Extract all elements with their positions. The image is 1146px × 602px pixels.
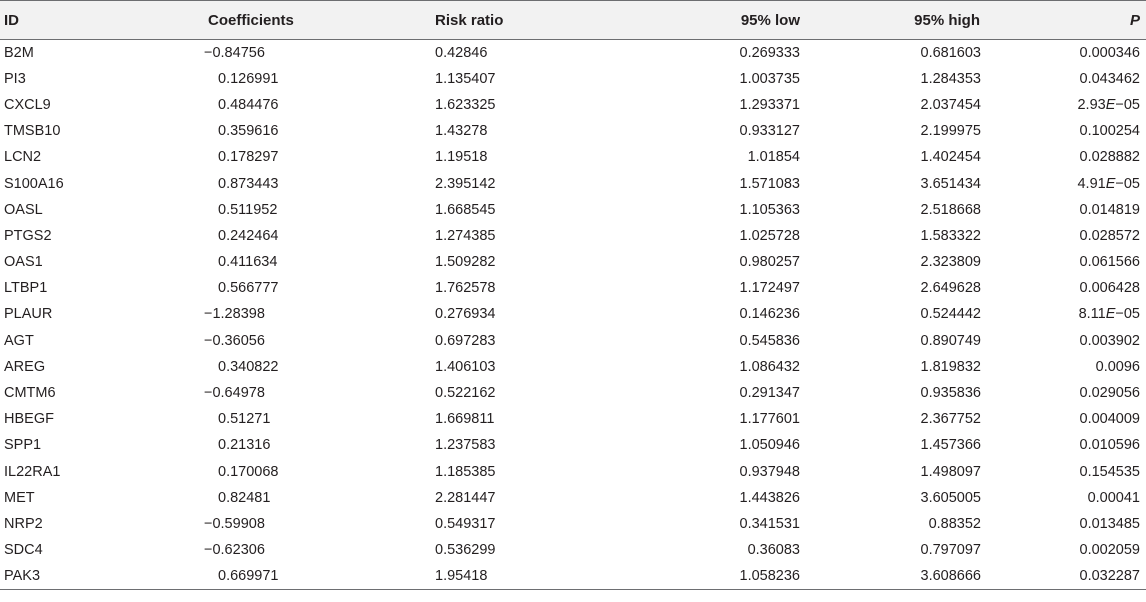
cell-95-low-text: 1.172497 (739, 280, 800, 297)
cell-coefficient-text: 0.566777 (218, 280, 279, 297)
cell-p-value (1040, 563, 1146, 589)
table-row (0, 40, 1146, 66)
cell-95-high-text: 2.518668 (920, 201, 981, 218)
cell-95-high-text: 2.323809 (920, 254, 981, 271)
cell-95-low (640, 406, 840, 432)
cell-risk-ratio (420, 144, 640, 170)
cell-coefficient (200, 40, 420, 66)
cell-risk-ratio-text: 0.536299 (435, 542, 496, 559)
cell-95-high-text: 1.284353 (920, 70, 981, 87)
column-header-id: ID (4, 11, 19, 29)
cell-95-high-text: 0.88352 (928, 515, 981, 532)
cell-95-low (640, 432, 840, 458)
table-row (0, 197, 1146, 223)
cell-risk-ratio (420, 301, 640, 327)
cell-95-low-text: 0.269333 (739, 44, 800, 61)
cell-95-high (840, 249, 1040, 275)
cell-risk-ratio (420, 170, 640, 196)
cell-95-high (840, 197, 1040, 223)
cell-risk-ratio-text: 0.522162 (435, 385, 496, 402)
cell-coefficient (200, 66, 420, 92)
table-row (0, 144, 1146, 170)
cell-95-high (840, 66, 1040, 92)
cell-p-value (1040, 197, 1146, 223)
cell-id-text: LCN2 (4, 149, 42, 166)
table-row (0, 354, 1146, 380)
cell-95-high-text: 2.367752 (920, 411, 981, 428)
cell-coefficient (200, 301, 420, 327)
cell-p-value-text: 4.91 (1077, 175, 1106, 192)
cell-id-text: LTBP1 (4, 280, 48, 297)
cell-p-value-text: 0.00041 (1087, 489, 1140, 506)
cell-risk-ratio (420, 275, 640, 301)
cell-coefficient (200, 537, 420, 563)
cell-id-text: OASL (4, 201, 43, 218)
cell-coefficient-text: 0.126991 (218, 70, 279, 87)
cell-id (0, 354, 200, 380)
cell-risk-ratio-text: 2.395142 (435, 175, 496, 192)
cell-95-low (640, 249, 840, 275)
table-row (0, 223, 1146, 249)
cell-risk-ratio (420, 563, 640, 589)
cell-p-value-text: 0.006428 (1079, 280, 1140, 297)
cell-95-high (840, 459, 1040, 485)
cell-95-low (640, 459, 840, 485)
cell-95-low-text: 1.025728 (739, 227, 800, 244)
cell-id (0, 459, 200, 485)
cell-95-low (640, 563, 840, 589)
cell-p-value-text: 0.000346 (1079, 44, 1140, 61)
cell-coefficient (200, 197, 420, 223)
column-header-95-high: 95% high (914, 11, 980, 29)
cell-risk-ratio-text: 1.237583 (435, 437, 496, 454)
cell-95-high (840, 537, 1040, 563)
cell-95-high (840, 485, 1040, 511)
cell-95-high (840, 380, 1040, 406)
cell-95-low-text: 1.003735 (739, 70, 800, 87)
cell-p-value (1040, 406, 1146, 432)
column-header-risk-ratio: Risk ratio (435, 11, 504, 29)
cell-risk-ratio-text: 0.549317 (435, 515, 496, 532)
table-row (0, 537, 1146, 563)
table-row (0, 66, 1146, 92)
cell-coefficient-text: 0.484476 (218, 96, 279, 113)
table-row (0, 170, 1146, 196)
cell-risk-ratio-text: 1.274385 (435, 227, 496, 244)
cell-coefficient-text: 0.21316 (218, 437, 271, 454)
cell-p-exponent-marker: E (1105, 96, 1116, 113)
cell-p-value-text: 0.100254 (1079, 123, 1140, 140)
cell-95-high-text: 2.649628 (920, 280, 981, 297)
cell-p-value-text: 0.028572 (1079, 227, 1140, 244)
header-row (0, 1, 1146, 40)
cell-coefficient (200, 328, 420, 354)
cell-id-text: PTGS2 (4, 227, 52, 244)
cell-95-high (840, 92, 1040, 118)
cell-risk-ratio-text: 1.95418 (435, 568, 488, 585)
cell-risk-ratio-text: 2.281447 (435, 489, 496, 506)
cell-coefficient (200, 563, 420, 589)
cell-id (0, 249, 200, 275)
cell-risk-ratio-text: 1.762578 (435, 280, 496, 297)
cell-coefficient-text: 0.51271 (218, 411, 271, 428)
cell-95-low (640, 354, 840, 380)
cell-coefficient-text: 0.359616 (218, 123, 279, 140)
cell-95-high-text: 0.681603 (920, 44, 981, 61)
table-row (0, 511, 1146, 537)
cell-95-high (840, 328, 1040, 354)
cell-id (0, 301, 200, 327)
table-row (0, 92, 1146, 118)
cell-risk-ratio-text: 0.42846 (435, 44, 488, 61)
cell-95-high (840, 432, 1040, 458)
table-row (0, 249, 1146, 275)
cell-id-text: AGT (4, 332, 34, 349)
cell-risk-ratio (420, 485, 640, 511)
cell-id (0, 197, 200, 223)
cell-coefficient-text: 0.170068 (218, 463, 279, 480)
cell-id (0, 170, 200, 196)
cell-id (0, 432, 200, 458)
cell-p-value-text: 0.014819 (1079, 201, 1140, 218)
cell-95-low-text: 0.291347 (739, 385, 800, 402)
cell-risk-ratio-text: 1.669811 (435, 411, 495, 428)
cell-95-high (840, 40, 1040, 66)
cell-95-low-text: 1.050946 (739, 437, 800, 454)
cell-95-high-text: 3.651434 (920, 175, 981, 192)
column-header-coefficients: Coefficients (208, 11, 294, 29)
cell-p-value (1040, 328, 1146, 354)
cell-95-low-text: 1.058236 (739, 568, 800, 585)
cell-id (0, 275, 200, 301)
cell-95-high (840, 275, 1040, 301)
cell-95-low-text: 0.937948 (739, 463, 800, 480)
cell-coefficient (200, 249, 420, 275)
cell-id-text: NRP2 (4, 515, 43, 532)
cell-p-value-text: 0.003902 (1079, 332, 1140, 349)
cell-95-high (840, 170, 1040, 196)
cell-95-high (840, 118, 1040, 144)
cell-risk-ratio (420, 406, 640, 432)
cell-p-value-text: 0.032287 (1079, 568, 1140, 585)
cell-95-high-text: 2.199975 (920, 123, 981, 140)
cell-95-low (640, 223, 840, 249)
cell-p-value (1040, 380, 1146, 406)
cell-p-value-text: 2.93 (1077, 96, 1106, 113)
table-row (0, 328, 1146, 354)
cell-coefficient-text: 0.669971 (218, 568, 279, 585)
table-row (0, 485, 1146, 511)
cell-coefficient (200, 144, 420, 170)
cell-id-text: IL22RA1 (4, 463, 61, 480)
cell-coefficient-text: −0.62306 (204, 542, 265, 559)
cell-risk-ratio (420, 328, 640, 354)
table-body (0, 40, 1146, 590)
cell-id (0, 537, 200, 563)
cell-p-exponent-marker: E (1105, 175, 1116, 192)
cell-risk-ratio (420, 66, 640, 92)
cell-p-value (1040, 118, 1146, 144)
cell-id (0, 406, 200, 432)
cell-risk-ratio-text: 0.276934 (435, 306, 496, 323)
cell-95-low (640, 380, 840, 406)
cell-95-low-text: 1.293371 (739, 96, 800, 113)
cell-p-value (1040, 432, 1146, 458)
cell-p-value (1040, 537, 1146, 563)
cell-95-low-text: 0.933127 (739, 123, 800, 140)
table-row (0, 406, 1146, 432)
cell-id (0, 118, 200, 144)
cell-id (0, 380, 200, 406)
cell-risk-ratio-text: 1.19518 (435, 149, 488, 166)
cell-risk-ratio-text: 1.509282 (435, 254, 496, 271)
cell-p-value-text: 0.061566 (1079, 254, 1140, 271)
cell-95-high (840, 511, 1040, 537)
cell-95-high (840, 223, 1040, 249)
cell-95-high-text: 3.605005 (920, 489, 981, 506)
table-row (0, 380, 1146, 406)
cell-95-low (640, 275, 840, 301)
cell-95-low-text: 1.01854 (747, 149, 800, 166)
cell-p-value (1040, 66, 1146, 92)
cell-95-high (840, 563, 1040, 589)
cell-95-high (840, 144, 1040, 170)
cell-id-text: AREG (4, 358, 46, 375)
cell-95-high-text: 0.797097 (920, 542, 981, 559)
cell-95-low (640, 197, 840, 223)
cell-95-high-text: 1.819832 (920, 358, 981, 375)
cell-id (0, 563, 200, 589)
table-row (0, 118, 1146, 144)
cell-coefficient (200, 170, 420, 196)
cell-95-low-text: 1.086432 (739, 358, 800, 375)
cell-p-value (1040, 275, 1146, 301)
cell-coefficient (200, 354, 420, 380)
cell-risk-ratio (420, 249, 640, 275)
cell-p-value-text: 8.11 (1078, 306, 1106, 323)
cell-risk-ratio (420, 223, 640, 249)
cell-95-high-text: 3.608666 (920, 568, 981, 585)
cell-coefficient (200, 511, 420, 537)
cell-95-low-text: 1.571083 (739, 175, 800, 192)
cell-coefficient-text: 0.411634 (218, 254, 278, 271)
cell-coefficient-text: 0.340822 (218, 358, 279, 375)
cell-id-text: PLAUR (4, 306, 53, 323)
cell-95-low (640, 92, 840, 118)
cell-risk-ratio (420, 118, 640, 144)
cell-p-value-text: 0.029056 (1079, 385, 1140, 402)
cell-risk-ratio (420, 380, 640, 406)
cell-coefficient-text: 0.242464 (218, 227, 279, 244)
cell-id-text: HBEGF (4, 411, 54, 428)
cell-95-low (640, 66, 840, 92)
cell-id (0, 511, 200, 537)
cell-id-text: MET (4, 489, 35, 506)
cell-p-value-text: 0.010596 (1079, 437, 1140, 454)
cell-risk-ratio-text: 1.185385 (435, 463, 496, 480)
cell-id-text: SDC4 (4, 542, 43, 559)
cell-risk-ratio (420, 537, 640, 563)
cell-95-high-text: 0.524442 (920, 306, 981, 323)
cell-95-low-text: 0.545836 (739, 332, 800, 349)
cell-95-low (640, 485, 840, 511)
cell-95-low (640, 144, 840, 170)
cell-95-high (840, 354, 1040, 380)
cell-id-text: SPP1 (4, 437, 42, 454)
cell-p-value (1040, 170, 1146, 196)
table-row (0, 459, 1146, 485)
column-header-p: P (1129, 11, 1140, 29)
cell-id-text: S100A16 (4, 175, 64, 192)
cell-p-value (1040, 301, 1146, 327)
cell-id-text: PAK3 (4, 568, 41, 585)
cell-risk-ratio-text: 0.697283 (435, 332, 496, 349)
cell-95-low-text: 0.36083 (747, 542, 800, 559)
cell-p-value (1040, 40, 1146, 66)
cell-95-low-text: 1.443826 (739, 489, 800, 506)
cell-p-exponent: −05 (1115, 175, 1140, 192)
cell-p-value (1040, 485, 1146, 511)
cell-coefficient (200, 432, 420, 458)
table-row (0, 432, 1146, 458)
cell-95-high (840, 406, 1040, 432)
cell-95-high-text: 2.037454 (920, 96, 981, 113)
cell-risk-ratio (420, 40, 640, 66)
cell-95-low (640, 328, 840, 354)
cell-coefficient (200, 92, 420, 118)
cell-95-low (640, 118, 840, 144)
cell-id (0, 40, 200, 66)
cell-95-low (640, 301, 840, 327)
cell-p-value-text: 0.154535 (1079, 463, 1140, 480)
cell-risk-ratio (420, 354, 640, 380)
cell-p-value (1040, 249, 1146, 275)
cell-95-low (640, 170, 840, 196)
cell-p-value (1040, 144, 1146, 170)
table-row (0, 301, 1146, 327)
cell-p-value-text: 0.028882 (1079, 149, 1140, 166)
cell-risk-ratio-text: 1.406103 (435, 358, 496, 375)
cell-95-high (840, 301, 1040, 327)
cell-p-value-text: 0.004009 (1079, 411, 1140, 428)
cell-95-high-text: 1.457366 (920, 437, 981, 454)
cell-95-high-text: 0.935836 (920, 385, 981, 402)
cell-risk-ratio-text: 1.135407 (435, 70, 496, 87)
cell-coefficient (200, 485, 420, 511)
cell-id-text: B2M (4, 44, 34, 61)
cell-95-low (640, 40, 840, 66)
cell-p-value-text: 0.013485 (1079, 515, 1140, 532)
cell-coefficient-text: 0.873443 (218, 175, 279, 192)
cell-coefficient-text: −0.64978 (204, 385, 265, 402)
cell-id-text: TMSB10 (4, 123, 61, 140)
cell-risk-ratio-text: 1.43278 (435, 123, 488, 140)
cell-risk-ratio (420, 92, 640, 118)
cell-95-low (640, 537, 840, 563)
cell-coefficient (200, 406, 420, 432)
cell-p-value (1040, 511, 1146, 537)
cell-95-high-text: 1.583322 (920, 227, 981, 244)
cell-p-exponent: −05 (1115, 306, 1140, 323)
cell-coefficient (200, 459, 420, 485)
cell-id-text: OAS1 (4, 254, 43, 271)
cell-p-value-text: 0.043462 (1079, 70, 1140, 87)
table-row (0, 563, 1146, 589)
cell-risk-ratio (420, 511, 640, 537)
cell-risk-ratio-text: 1.668545 (435, 201, 496, 218)
column-header-95-low: 95% low (740, 11, 800, 29)
cell-coefficient-text: −0.59908 (204, 515, 265, 532)
cell-id-text: PI3 (4, 70, 26, 87)
cell-p-value (1040, 92, 1146, 118)
cell-coefficient-text: 0.178297 (218, 149, 279, 166)
cell-risk-ratio-text: 1.623325 (435, 96, 496, 113)
cell-coefficient (200, 380, 420, 406)
cell-coefficient-text: −1.28398 (204, 306, 265, 323)
cell-p-value (1040, 354, 1146, 380)
cell-p-value (1040, 223, 1146, 249)
cell-id (0, 66, 200, 92)
cell-coefficient (200, 118, 420, 144)
table-row (0, 275, 1146, 301)
cell-p-value-text: 0.0096 (1095, 358, 1140, 375)
cell-95-low-text: 1.105363 (739, 201, 800, 218)
cell-p-exponent-marker: E (1105, 306, 1116, 323)
cell-id (0, 92, 200, 118)
cell-coefficient-text: −0.36056 (204, 332, 265, 349)
cell-coefficient (200, 223, 420, 249)
cell-id (0, 144, 200, 170)
cell-id (0, 328, 200, 354)
cell-95-high-text: 1.498097 (920, 463, 981, 480)
cell-95-high-text: 0.890749 (920, 332, 981, 349)
cell-95-low-text: 0.341531 (739, 515, 800, 532)
cell-id (0, 223, 200, 249)
cell-95-low-text: 0.146236 (739, 306, 800, 323)
cell-risk-ratio (420, 432, 640, 458)
cell-coefficient (200, 275, 420, 301)
cell-id-text: CXCL9 (4, 96, 51, 113)
cell-95-high-text: 1.402454 (920, 149, 981, 166)
cell-coefficient-text: 0.511952 (218, 201, 278, 218)
cell-risk-ratio (420, 459, 640, 485)
cell-risk-ratio (420, 197, 640, 223)
cell-95-low-text: 0.980257 (739, 254, 800, 271)
cell-id (0, 485, 200, 511)
cell-coefficient-text: −0.84756 (204, 44, 265, 61)
cell-p-value-text: 0.002059 (1079, 542, 1140, 559)
cell-id-text: CMTM6 (4, 385, 56, 402)
cell-95-low (640, 511, 840, 537)
cell-coefficient-text: 0.82481 (218, 489, 271, 506)
cell-p-value (1040, 459, 1146, 485)
cell-95-low-text: 1.177601 (739, 411, 800, 428)
cell-p-exponent: −05 (1115, 96, 1140, 113)
